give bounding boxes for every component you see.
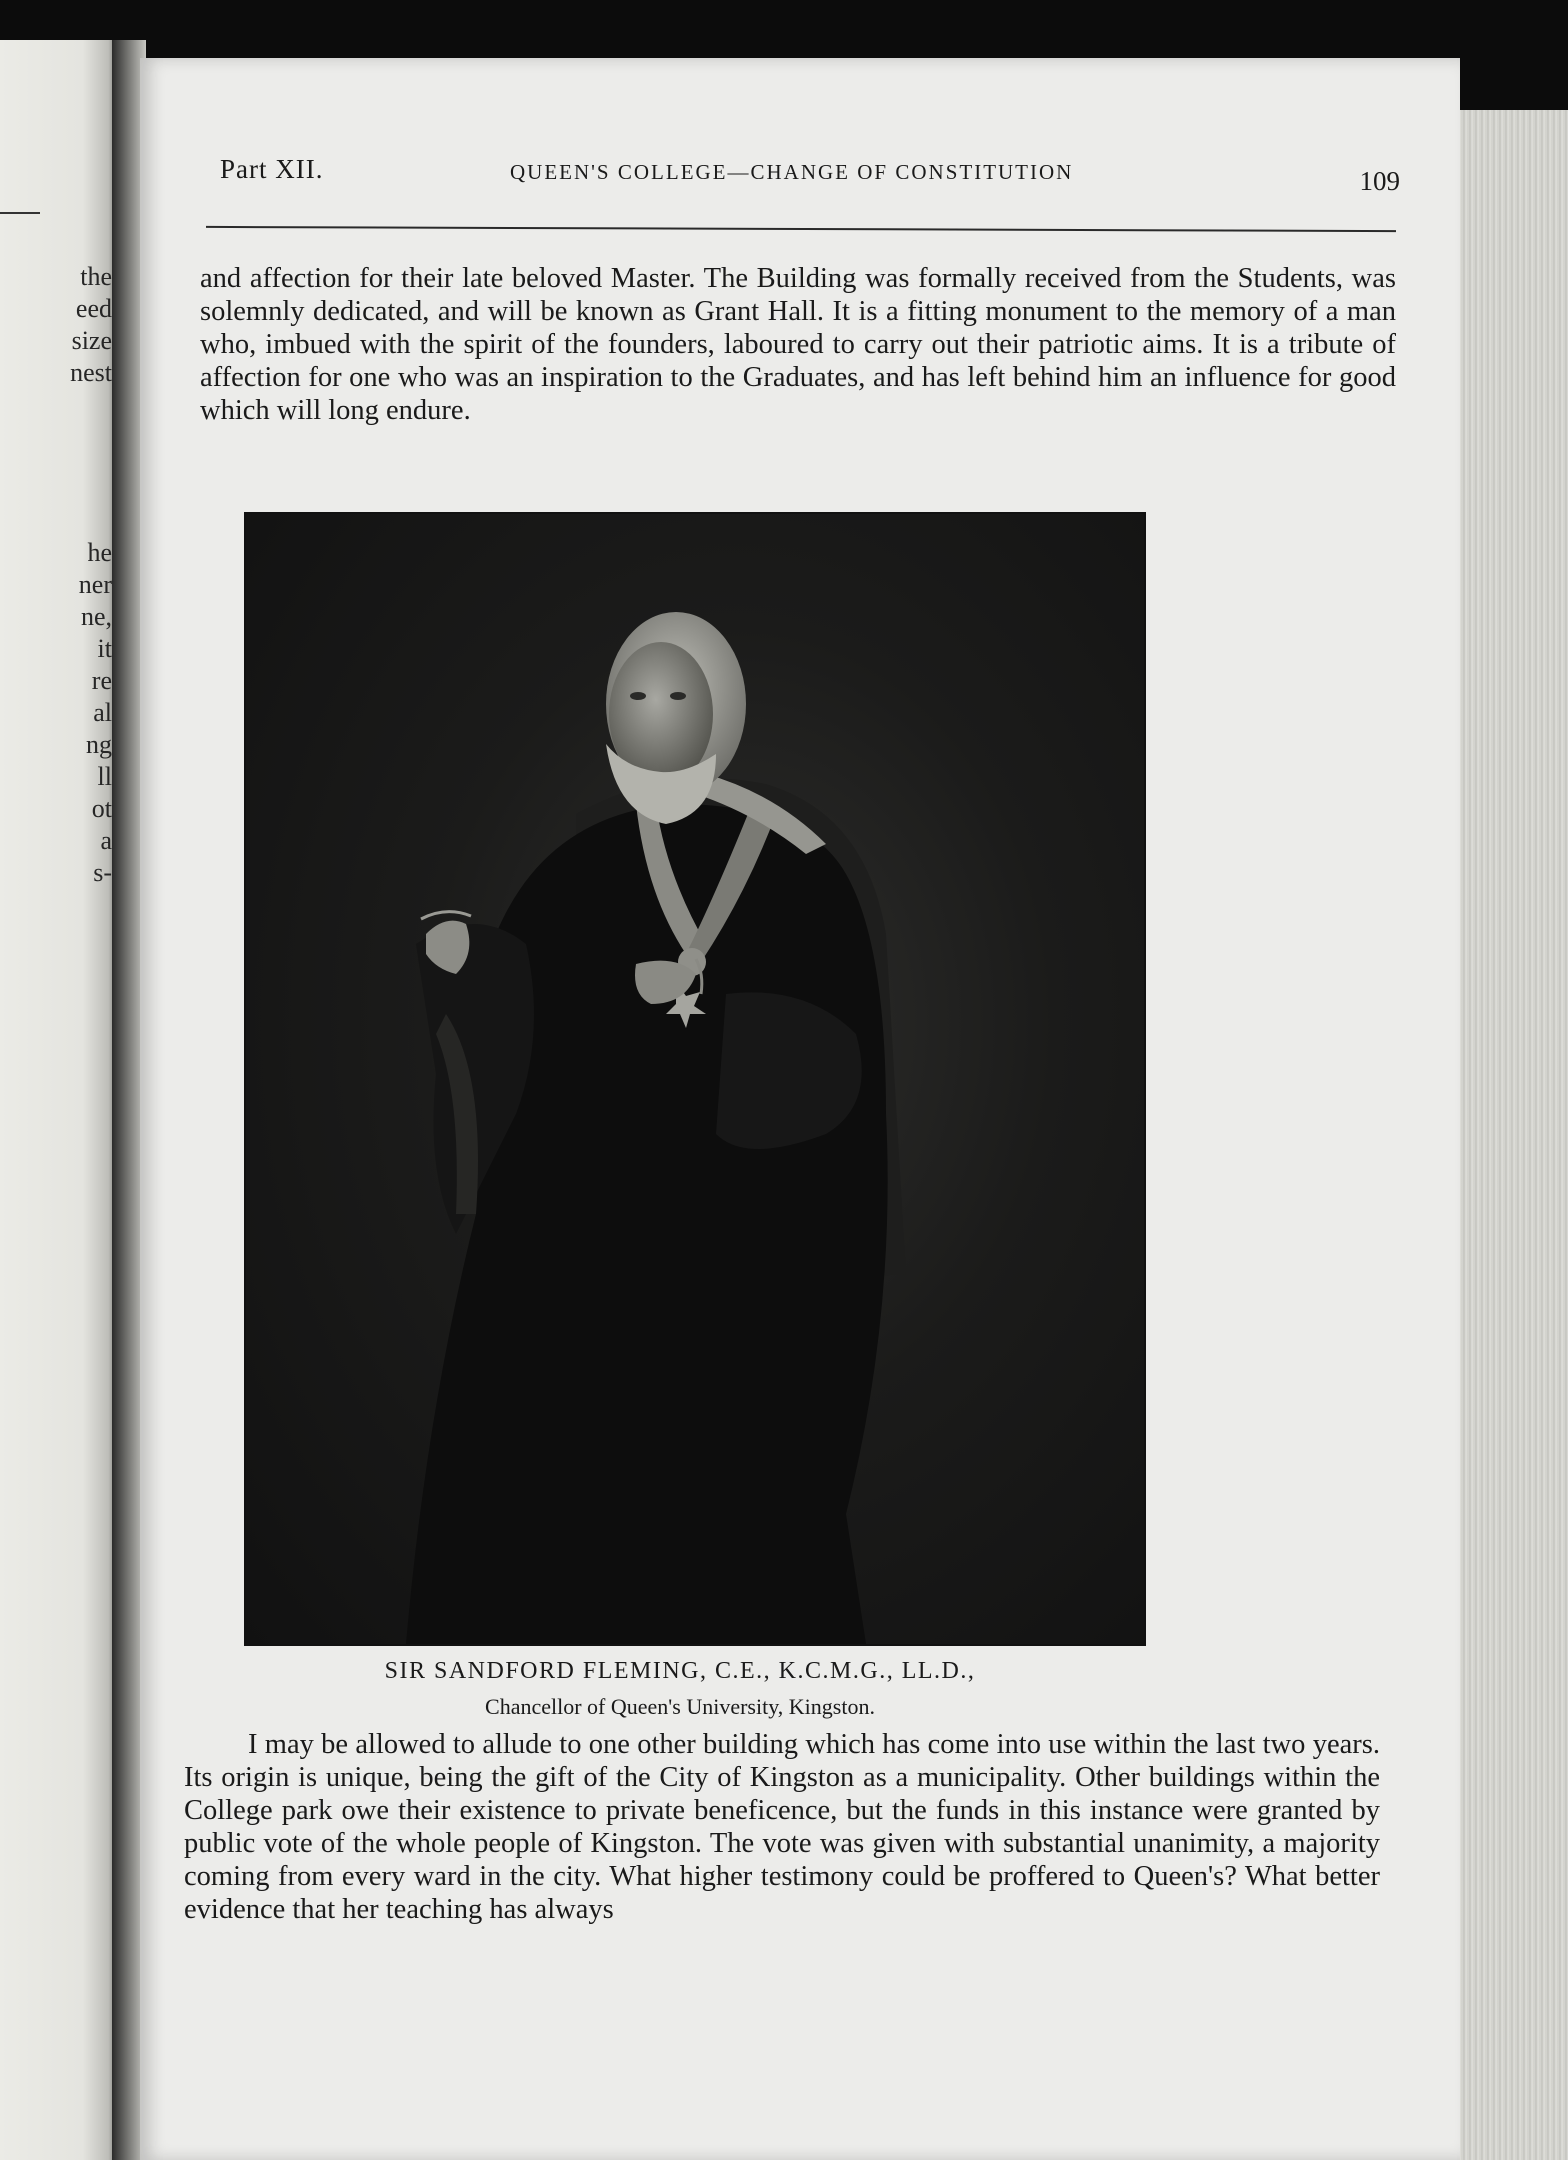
photo-caption-title: Chancellor of Queen's University, Kingston. [485, 1694, 875, 1719]
left-fragment: re [91, 666, 112, 695]
left-fragment: s- [93, 858, 112, 887]
header-rule [206, 226, 1396, 232]
book-page [140, 58, 1460, 2160]
left-fragment: ot [91, 794, 112, 823]
paragraph-top: and affection for their late beloved Master. The Building was formally received from the Students, was solemnly dedicated, and will be known as Grant Hall. It is a fitting monument to the memory of a man who, imbued with the spirit of the founders, laboured to carry out their patriotic aims. It is a tribute of affection for one who was an inspiration to the Graduates, and has left behind him an influence for good which will long endure. [200, 263, 1396, 426]
left-fragment: it [97, 634, 112, 663]
photo-caption-name: SIR SANDFORD FLEMING, C.E., K.C.M.G., LL.D., [384, 1658, 976, 1684]
left-fragment: a [100, 826, 112, 855]
portrait-photograph [244, 512, 1146, 1646]
left-fragment: ng [86, 730, 112, 759]
left-fragment: ne, [80, 602, 112, 631]
page-number: 109 [1359, 166, 1400, 196]
page-edges [1456, 110, 1568, 2160]
left-fragment: nest [70, 358, 112, 387]
running-title: QUEEN'S COLLEGE—CHANGE OF CONSTITUTION [510, 160, 1074, 184]
left-fragment: the [80, 262, 112, 291]
running-header [210, 154, 1400, 214]
left-fragment: ll [97, 762, 112, 791]
portrait-figure [246, 514, 1144, 1644]
left-fragment: al [93, 698, 112, 727]
left-facing-page [0, 40, 118, 2160]
left-fragment: ner [78, 570, 112, 599]
left-fragment: he [87, 538, 112, 567]
paragraph-bottom: I may be allowed to allude to one other building which has come into use within the last two years. Its origin is unique, being the gift of the City of Kingston as a municipality. Other buildings within the College park owe their existence to private beneficence, but the funds in this instance were granted by public vote of the whole people of Kingston. The vote was given with substantial unanimity, a majority coming from every ward in the city. What higher testimony could be proffered to Queen's? What better evidence that her teaching has always [184, 1729, 1380, 1925]
left-fragment: size [71, 326, 112, 355]
left-page-rule [0, 212, 40, 214]
left-fragment: eed [75, 294, 112, 323]
part-label: Part XII. [220, 154, 324, 184]
